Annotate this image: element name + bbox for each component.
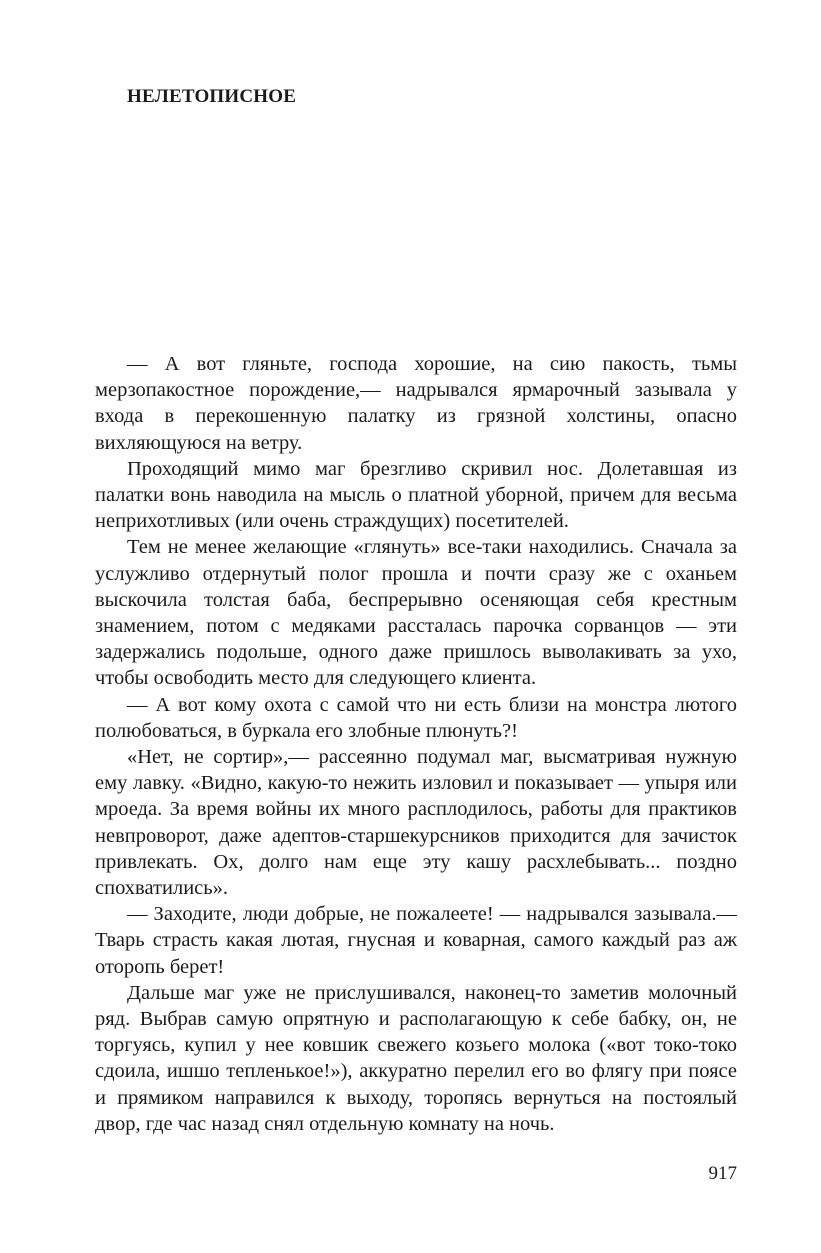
body-text <box>95 351 737 1137</box>
paragraph: — А вот кому охота с самой что ни есть близи на монстра лютого полюбоваться, в буркала его злобные плюнуть?! <box>95 693 737 742</box>
page-number: 917 <box>708 1163 737 1184</box>
paragraph: — Заходите, люди добрые, не пожалеете! — надрывался зазывала.— Тварь страсть какая лютая, гнусная и коварная, самого каждый раз аж оторопь берет! <box>95 903 737 978</box>
paragraph: «Нет, не сортир»,— рассеянно подумал маг, высматривая нужную ему лавку. «Видно, какую-то нежить изловил и показывает — упыря или мроеда. За время войны их много расплодилось, работы для практиков невпроворот, даже адептов-старшекурсников приходится для зачисток привлекать. Ох, долго нам еще эту кашу расхлебывать... поздно спохватились». <box>95 746 737 900</box>
paragraph: Дальше маг уже не прислушивался, наконец-то заметив молочный ряд. Выбрав самую опрятную и располагающую к себе бабку, он, не торгуясь, купил у нее ковшик свежего козьего молока («вот токо-токо сдоила, ишшо тепленькое!»), аккуратно перелил его во флягу при поясе и прямиком направился к выходу, торопясь вернуться на постоялый двор, где час назад снял отдельную комнату на ночь. <box>95 981 737 1135</box>
paragraph: — А вот гляньте, господа хорошие, на сию пакость, тьмы мерзопакостное порождение,— надрывался ярмарочный зазывала у входа в перекошенную палатку из грязной холстины, опасно вихляющуюся на ветру. <box>95 353 737 454</box>
paragraph: Проходящий мимо маг брезгливо скривил нос. Долетавшая из палатки вонь наводила на мысль о платной уборной, причем для весьма неприхотливых (или очень страждущих) посетителей. <box>95 457 737 533</box>
chapter-title: НЕЛЕТОПИСНОЕ <box>127 86 297 107</box>
paragraph: Тем не менее желающие «глянуть» все-таки находились. Сначала за услужливо отдернутый полог прошла и почти сразу же с оханьем выскочила толстая баба, беспрерывно осеняющая себя крестным знамением, потом с медяками рассталась парочка сорванцов — эти задержались подольше, одного даже пришлось выволакивать за ухо, чтобы освободить место для следующего клиента. <box>95 536 737 690</box>
